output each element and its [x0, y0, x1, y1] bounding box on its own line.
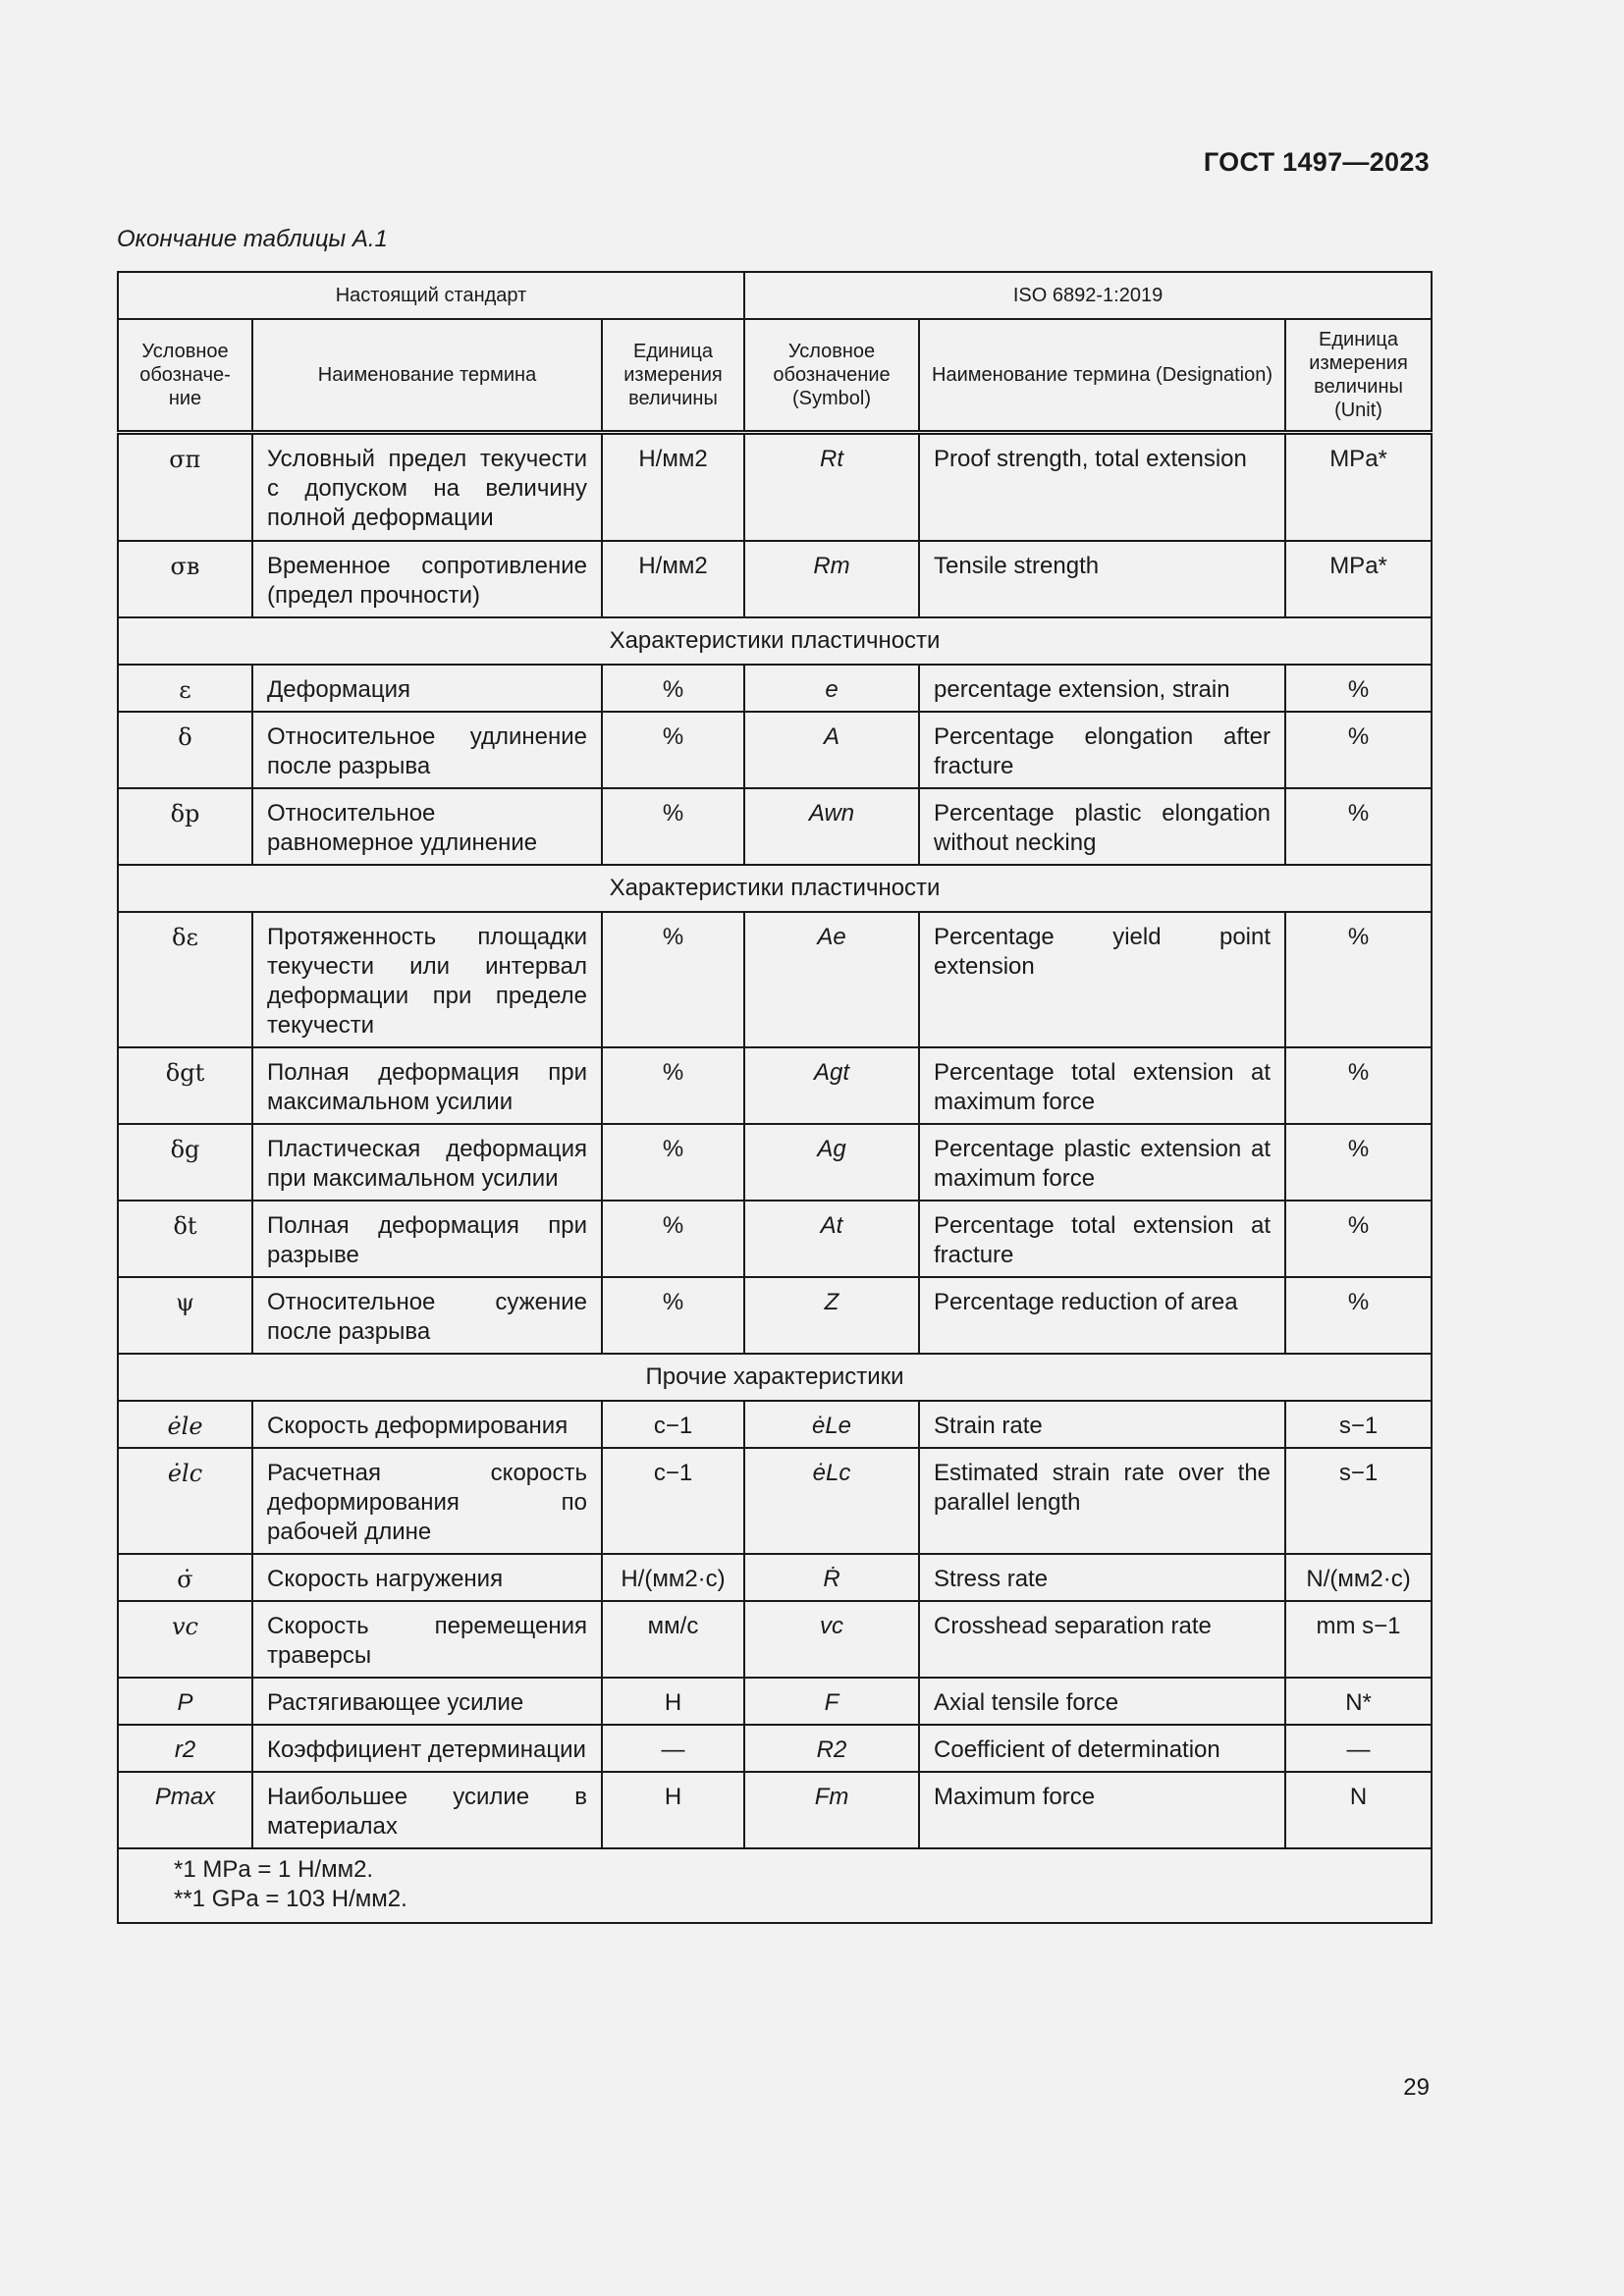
cell-term: Наибольшее усилие в материалах: [252, 1772, 602, 1848]
cell-iso-unit: %: [1285, 912, 1432, 1047]
cell-unit: с−1: [602, 1401, 744, 1448]
col-header-iso-symbol: Условное обозначение (Symbol): [744, 319, 919, 433]
cell-term: Пластическая деформация при максимальном усилии: [252, 1124, 602, 1201]
page-number: 29: [1403, 2074, 1430, 2101]
cell-unit: %: [602, 788, 744, 865]
table-row: [118, 1124, 1432, 1201]
cell-unit: с−1: [602, 1448, 744, 1554]
cell-iso-unit: MPa*: [1285, 541, 1432, 617]
cell-symbol: σп: [118, 433, 252, 541]
cell-term: Коэффициент детерминации: [252, 1725, 602, 1772]
cell-iso-symbol: e: [744, 665, 919, 712]
cell-symbol: ėle: [118, 1401, 252, 1448]
cell-iso-symbol: R2: [744, 1725, 919, 1772]
cell-term: Условный предел текучести с допуском на величину полной деформации: [252, 433, 602, 541]
cell-designation: Percentage reduction of area: [919, 1277, 1285, 1354]
table-column-header: [118, 319, 1432, 433]
cell-iso-symbol: vc: [744, 1601, 919, 1678]
section-title: Прочие характеристики: [118, 1354, 1432, 1401]
cell-symbol: σв: [118, 541, 252, 617]
cell-symbol: r2: [118, 1725, 252, 1772]
table-row: [118, 541, 1432, 617]
cell-iso-unit: %: [1285, 1124, 1432, 1201]
cell-symbol: σ̇: [118, 1554, 252, 1601]
cell-iso-symbol: Z: [744, 1277, 919, 1354]
cell-designation: Maximum force: [919, 1772, 1285, 1848]
group-this-standard: Настоящий стандарт: [118, 272, 744, 319]
table-row: [118, 1401, 1432, 1448]
cell-unit: %: [602, 1124, 744, 1201]
cell-unit: %: [602, 912, 744, 1047]
cell-symbol: δε: [118, 912, 252, 1047]
cell-iso-symbol: Agt: [744, 1047, 919, 1124]
cell-designation: Percentage yield point extension: [919, 912, 1285, 1047]
cell-term: Относительное равномерное удлинение: [252, 788, 602, 865]
cell-term: Растягивающее усилие: [252, 1678, 602, 1725]
cell-designation: Axial tensile force: [919, 1678, 1285, 1725]
cell-term: Расчетная скорость деформирования по рабочей длине: [252, 1448, 602, 1554]
cell-designation: Coefficient of determination: [919, 1725, 1285, 1772]
cell-designation: percentage extension, strain: [919, 665, 1285, 712]
cell-iso-symbol: Rt: [744, 433, 919, 541]
cell-iso-symbol: Ag: [744, 1124, 919, 1201]
cell-iso-unit: MPa*: [1285, 433, 1432, 541]
table-row: [118, 788, 1432, 865]
table-row: [118, 433, 1432, 541]
cell-designation: Strain rate: [919, 1401, 1285, 1448]
cell-symbol: δр: [118, 788, 252, 865]
cell-unit: Н/мм2: [602, 541, 744, 617]
section-title: Характеристики пластичности: [118, 865, 1432, 912]
cell-designation: Stress rate: [919, 1554, 1285, 1601]
cell-iso-symbol: Fm: [744, 1772, 919, 1848]
cell-iso-unit: %: [1285, 665, 1432, 712]
table-notes: [118, 1848, 1432, 1923]
cell-iso-unit: N/(мм2·с): [1285, 1554, 1432, 1601]
cell-symbol: δ: [118, 712, 252, 788]
cell-designation: Tensile strength: [919, 541, 1285, 617]
cell-symbol: ėlc: [118, 1448, 252, 1554]
cell-symbol: ε: [118, 665, 252, 712]
cell-iso-unit: %: [1285, 788, 1432, 865]
table-row: [118, 712, 1432, 788]
cell-unit: мм/с: [602, 1601, 744, 1678]
cell-designation: Crosshead separation rate: [919, 1601, 1285, 1678]
cell-iso-unit: mm s−1: [1285, 1601, 1432, 1678]
cell-designation: Percentage plastic extension at maximum force: [919, 1124, 1285, 1201]
table-row: [118, 1678, 1432, 1725]
table-row: [118, 1277, 1432, 1354]
cell-iso-symbol: Awn: [744, 788, 919, 865]
cell-iso-symbol: Ṙ: [744, 1554, 919, 1601]
cell-iso-symbol: Rm: [744, 541, 919, 617]
cell-iso-symbol: ėLc: [744, 1448, 919, 1554]
cell-unit: %: [602, 712, 744, 788]
cell-symbol: Pmax: [118, 1772, 252, 1848]
group-iso: ISO 6892-1:2019: [744, 272, 1432, 319]
cell-iso-unit: —: [1285, 1725, 1432, 1772]
cell-iso-unit: N: [1285, 1772, 1432, 1848]
cell-iso-unit: s−1: [1285, 1448, 1432, 1554]
cell-term: Полная деформация при разрыве: [252, 1201, 602, 1277]
cell-symbol: P: [118, 1678, 252, 1725]
cell-unit: Н/(мм2·с): [602, 1554, 744, 1601]
cell-symbol: δg: [118, 1124, 252, 1201]
table-row: [118, 1601, 1432, 1678]
cell-term: Полная деформация при максимальном усилии: [252, 1047, 602, 1124]
cell-term: Скорость нагружения: [252, 1554, 602, 1601]
cell-symbol: vc: [118, 1601, 252, 1678]
table-group-header: [118, 272, 1432, 319]
cell-term: Протяженность площадки текучести или интервал деформации при пределе текучести: [252, 912, 602, 1047]
col-header-symbol: Условное обозначе-ние: [118, 319, 252, 433]
cell-iso-symbol: Ae: [744, 912, 919, 1047]
cell-symbol: ψ: [118, 1277, 252, 1354]
section-row: [118, 1354, 1432, 1401]
cell-term: Временное сопротивление (предел прочности): [252, 541, 602, 617]
col-header-iso-unit: Единица измерения величины (Unit): [1285, 319, 1432, 433]
cell-designation: Percentage plastic elongation without necking: [919, 788, 1285, 865]
table-row: [118, 665, 1432, 712]
cell-unit: —: [602, 1725, 744, 1772]
note-mpa: *1 MPa = 1 Н/мм2.: [174, 1855, 374, 1883]
cell-designation: Percentage total extension at maximum force: [919, 1047, 1285, 1124]
cell-term: Относительное удлинение после разрыва: [252, 712, 602, 788]
section-row: [118, 617, 1432, 665]
table-caption: Окончание таблицы А.1: [117, 226, 388, 252]
cell-iso-symbol: A: [744, 712, 919, 788]
cell-term: Относительное сужение после разрыва: [252, 1277, 602, 1354]
cell-iso-symbol: ėLe: [744, 1401, 919, 1448]
note-gpa: **1 GPa = 103 Н/мм2.: [174, 1885, 407, 1912]
table-row: [118, 912, 1432, 1047]
notes-row: [118, 1848, 1432, 1923]
cell-unit: %: [602, 1047, 744, 1124]
section-row: [118, 865, 1432, 912]
section-title: Характеристики пластичности: [118, 617, 1432, 665]
cell-iso-unit: %: [1285, 712, 1432, 788]
table-row: [118, 1554, 1432, 1601]
cell-symbol: δgt: [118, 1047, 252, 1124]
cell-iso-unit: %: [1285, 1201, 1432, 1277]
table-row: [118, 1448, 1432, 1554]
cell-term: Скорость перемещения траверсы: [252, 1601, 602, 1678]
cell-symbol: δt: [118, 1201, 252, 1277]
standard-id: ГОСТ 1497—2023: [1203, 147, 1430, 177]
terms-table: [117, 271, 1433, 1924]
cell-unit: Н/мм2: [602, 433, 744, 541]
table-row: [118, 1725, 1432, 1772]
cell-designation: Proof strength, total extension: [919, 433, 1285, 541]
cell-designation: Percentage total extension at fracture: [919, 1201, 1285, 1277]
cell-iso-symbol: F: [744, 1678, 919, 1725]
cell-designation: Estimated strain rate over the parallel length: [919, 1448, 1285, 1554]
table-row: [118, 1047, 1432, 1124]
cell-iso-unit: N*: [1285, 1678, 1432, 1725]
cell-designation: Percentage elongation after fracture: [919, 712, 1285, 788]
cell-unit: Н: [602, 1678, 744, 1725]
cell-iso-unit: s−1: [1285, 1401, 1432, 1448]
cell-unit: %: [602, 1201, 744, 1277]
cell-unit: %: [602, 1277, 744, 1354]
col-header-term: Наименование термина: [252, 319, 602, 433]
cell-iso-symbol: At: [744, 1201, 919, 1277]
col-header-iso-designation: Наименование термина (Designation): [919, 319, 1285, 433]
table-row: [118, 1201, 1432, 1277]
cell-iso-unit: %: [1285, 1047, 1432, 1124]
cell-unit: Н: [602, 1772, 744, 1848]
col-header-unit: Единица измерения величины: [602, 319, 744, 433]
table-row: [118, 1772, 1432, 1848]
cell-term: Деформация: [252, 665, 602, 712]
cell-iso-unit: %: [1285, 1277, 1432, 1354]
cell-unit: %: [602, 665, 744, 712]
cell-term: Скорость деформирования: [252, 1401, 602, 1448]
